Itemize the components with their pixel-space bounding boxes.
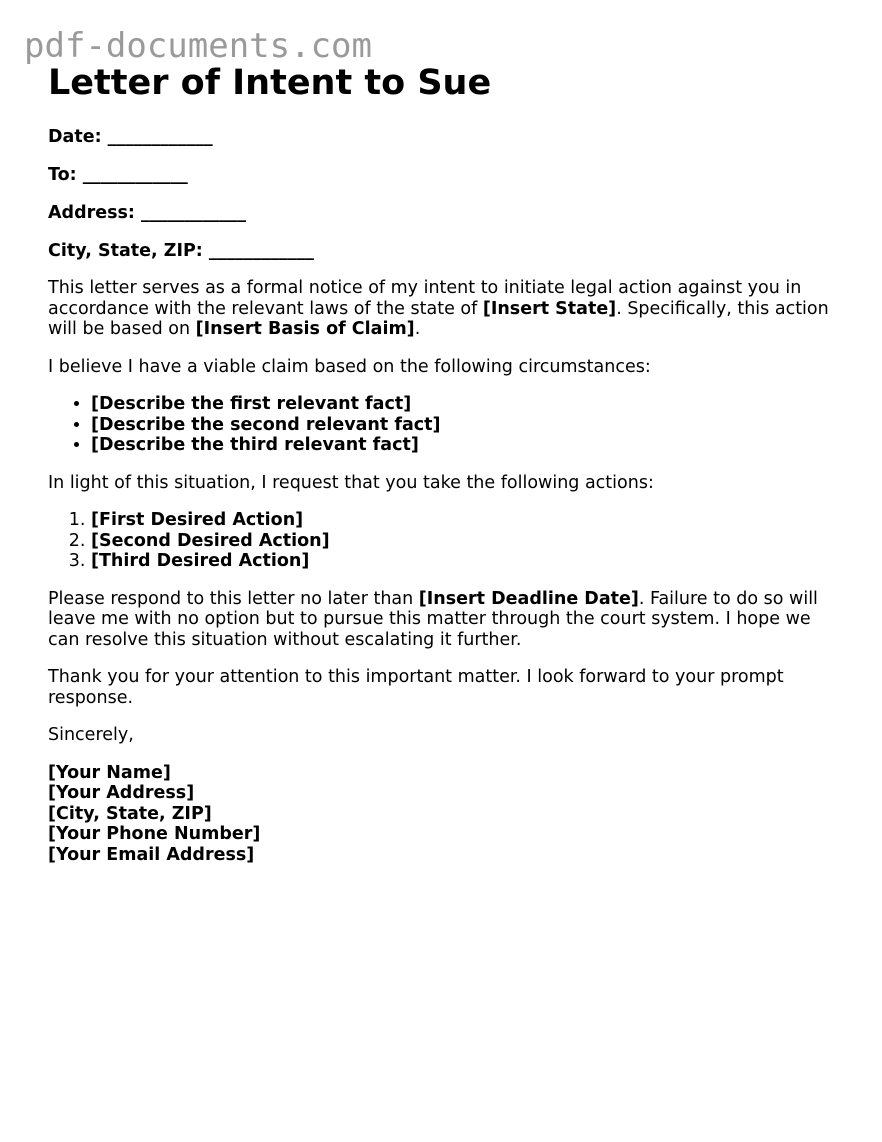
deadline-text-1: Please respond to this letter no later than <box>48 588 419 609</box>
address-field <box>48 202 314 224</box>
intent-text-3: . <box>414 319 421 339</box>
city-state-zip-blank: ____________ <box>208 241 314 261</box>
signature-email: [Your Email Address] <box>48 844 255 865</box>
insert-state: [Insert State] <box>482 298 617 319</box>
signature-city-state-zip: [City, State, ZIP] <box>48 803 212 824</box>
list-item: • [Describe the first relevant fact] <box>91 394 838 415</box>
to-field <box>48 164 314 186</box>
intent-text-1: This letter serves as a formal notice of my intent to initiate legal action against you in accordance with the relevant laws of the state of <box>48 278 802 319</box>
signature-address: [Your Address] <box>48 783 195 803</box>
intent-paragraph <box>48 278 838 340</box>
date-field <box>48 126 314 148</box>
watermark: pdf-documents.com <box>24 26 372 66</box>
deadline-paragraph <box>48 589 838 651</box>
address-blank: ____________ <box>141 203 247 223</box>
address-label: Address: <box>48 203 135 223</box>
to-blank: ____________ <box>82 165 188 185</box>
date-blank: ____________ <box>107 127 213 147</box>
insert-basis: [Insert Basis of Claim] <box>195 319 415 339</box>
signature-phone: [Your Phone Number] <box>48 824 261 844</box>
list-item: • [Describe the third relevant fact] <box>91 435 838 456</box>
city-state-zip-field <box>48 240 314 262</box>
deadline-text-2: . Failure to do so will leave me with no option but to pursue this matter through the court system. I hope we can resolve this situation without escalating it further. <box>48 588 818 650</box>
to-label: To: <box>48 165 77 185</box>
letter-body <box>48 278 838 865</box>
page-title: Letter of Intent to Sue <box>48 63 492 103</box>
list-item: 3. [Third Desired Action] <box>91 551 838 572</box>
date-label: Date: <box>48 127 102 147</box>
actions-list <box>48 510 838 572</box>
city-state-zip-label: City, State, ZIP: <box>48 241 203 261</box>
insert-deadline: [Insert Deadline Date] <box>418 588 639 609</box>
circumstances-paragraph: I believe I have a viable claim based on the following circumstances: <box>48 356 651 377</box>
signature-name: [Your Name] <box>48 762 171 783</box>
header-fields <box>48 126 314 278</box>
list-item: • [Describe the second relevant fact] <box>91 415 838 436</box>
facts-list <box>48 394 838 456</box>
intent-text-2: . Specifically, this action will be based on <box>48 298 829 339</box>
closing: Sincerely, <box>48 725 134 745</box>
signature-block <box>48 763 838 866</box>
thank-you-paragraph: Thank you for your attention to this important matter. I look forward to your prompt response. <box>48 667 784 708</box>
list-item: 1. [First Desired Action] <box>91 510 838 531</box>
list-item: 2. [Second Desired Action] <box>91 531 838 552</box>
actions-paragraph: In light of this situation, I request that you take the following actions: <box>48 472 654 493</box>
